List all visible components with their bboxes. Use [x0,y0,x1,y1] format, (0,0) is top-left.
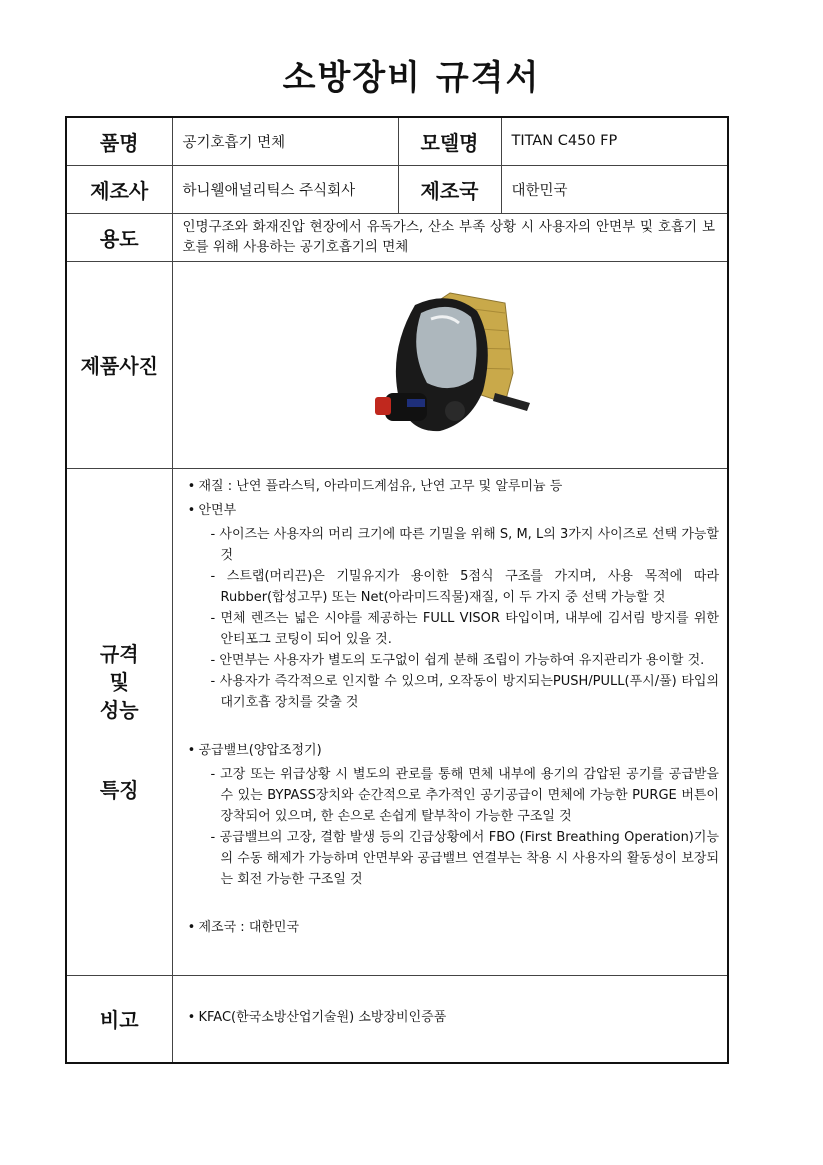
valve-item: - 고장 또는 위급상황 시 별도의 관로를 통해 면체 내부에 용기의 감압된 공기를 공급받을 수 있는 BYPASS장치와 순간적으로 추가적인 공기공급이 면체에 가능한 PURGE 버튼이 장착되어 있으며, 한 손으로 손쉽게 탈부착이 가능한 구조일 것 [210,766,719,824]
facepiece-item: - 스트랩(머리끈)은 기밀유지가 용이한 5점식 구조를 가지며, 사용 목적에 따라 Rubber(합성고무) 또는 Net(아라미드직물)재질, 이 두 가지 중 선택 가능할 것 [210,568,719,605]
country-label: 제조국 [398,165,501,213]
photo-label: 제품사진 [66,261,172,468]
visor-lens [416,306,476,387]
spec-valve-title: • 공급밸브(양압조정기) [185,740,720,761]
spec-origin: • 제조국 : 대한민국 [185,917,720,938]
facepiece-item: - 사용자가 즉각적으로 인지할 수 있으며, 오작동이 방지되는PUSH/PULL(푸시/풀) 타입의 대기호흡 장치를 갖출 것 [210,673,719,710]
spec-label-1: 규격 [99,641,139,666]
spec-label-4: 특징 [99,777,139,802]
use-value: 인명구조와 화재진압 현장에서 유독가스, 산소 부족 상황 시 사용자의 안면부 및 호흡기 보호를 위해 사용하는 공기호흡기의 면체 [172,213,728,261]
spec-label-2: 및 [109,669,129,694]
country-value: 대한민국 [501,165,728,213]
spec-table [65,116,729,1064]
spec-label-cell [66,468,172,975]
model-label: 모델명 [398,117,501,165]
valve-item: - 공급밸브의 고장, 결함 발생 등의 긴급상황에서 FBO (First Breathing Operation)기능의 수동 해제가 가능하며 안면부와 공급밸브 연결부는 착용 시 사용자의 활동성이 보장되는 회전 가능한 구조일 것 [210,829,719,887]
page-title: 소방장비 규격서 [282,58,541,98]
note-cell [172,975,728,1063]
maker-value: 하니웰애널리틱스 주식회사 [172,165,398,213]
spec-material: • 재질 : 난연 플라스틱, 아라미드계섬유, 난연 고무 및 알루미늄 등 [185,476,720,497]
facepiece-item: - 사이즈는 사용자의 머리 크기에 따른 기밀을 위해 S, M, L의 3가지 사이즈로 선택 가능할 것 [210,526,719,563]
facepiece-item: - 면체 렌즈는 넓은 시야를 제공하는 FULL VISOR 타입이며, 내부에 김서림 방지를 위한 안티포그 코팅이 되어 있을 것. [210,610,719,647]
spec-label-3: 성능 [99,697,139,722]
use-label: 용도 [66,213,172,261]
model-value: TITAN C450 FP [501,117,728,165]
note-value: • KFAC(한국소방산업기술원) 소방장비인증품 [185,1007,720,1028]
spec-content [172,468,728,975]
facepiece-item: - 안면부는 사용자가 별도의 도구없이 쉽게 분해 조립이 가능하여 유지관리가 용이할 것. [210,652,705,668]
product-photo-cell [172,261,728,468]
product-value: 공기호흡기 면체 [172,117,398,165]
product-label: 품명 [66,117,172,165]
note-label: 비고 [66,975,172,1063]
maker-label: 제조사 [66,165,172,213]
spec-facepiece-title: • 안면부 [185,500,720,521]
mask-image [355,283,545,443]
